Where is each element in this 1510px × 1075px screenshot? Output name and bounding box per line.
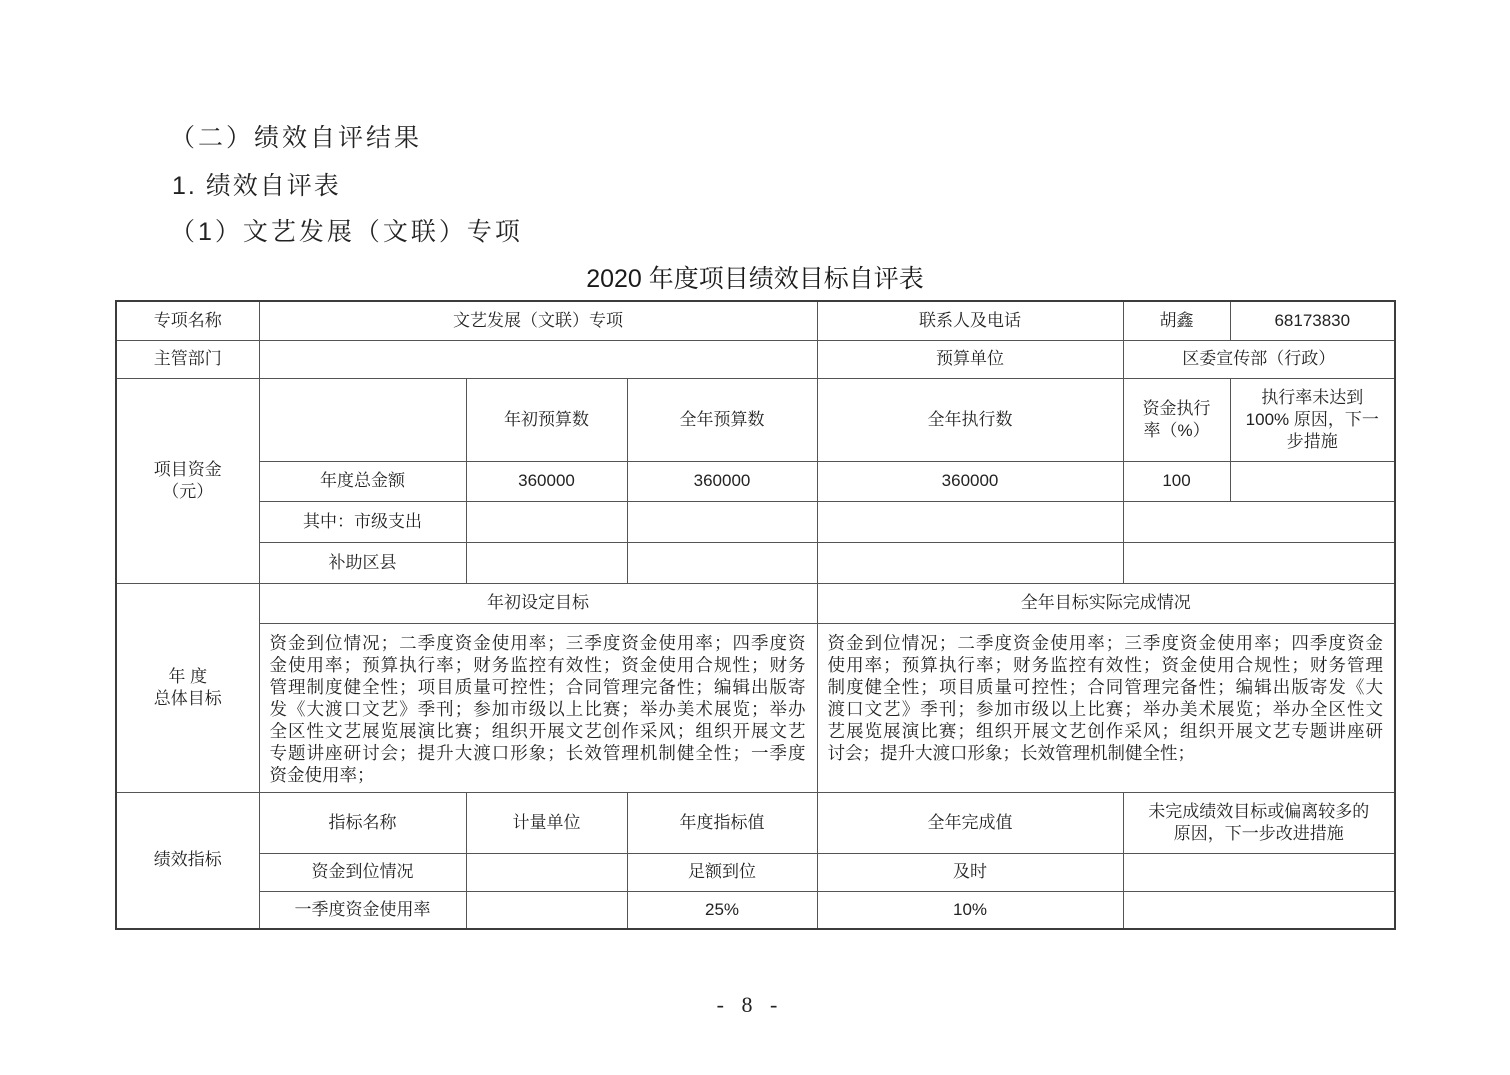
overall-goal-header-row — [116, 583, 1395, 623]
funds-header-execution-rate: 资金执行 率（%） — [1123, 378, 1230, 461]
department-label: 主管部门 — [116, 340, 259, 378]
funds-row-label: 其中：市级支出 — [259, 501, 466, 542]
table-row-department — [116, 340, 1395, 378]
indicator-target: 足额到位 — [627, 853, 817, 891]
indicators-header-row — [116, 792, 1395, 853]
funds-header-annual-budget: 全年预算数 — [627, 378, 817, 461]
overall-goal-initial-header: 年初设定目标 — [259, 583, 817, 623]
funds-row — [116, 461, 1395, 501]
funds-initial-budget — [466, 542, 627, 583]
funds-header-corner — [259, 378, 466, 461]
indicator-name: 一季度资金使用率 — [259, 891, 466, 929]
indicator-reason — [1123, 853, 1395, 891]
text-line: 使用率；预算执行率；财务监控有效性；资金使用合规性；财务管理 — [827, 654, 1384, 675]
contact-label: 联系人及电话 — [817, 301, 1123, 340]
indicators-header-reason: 未完成绩效目标或偏离较多的 原因，下一步改进措施 — [1123, 792, 1395, 853]
funds-row-label: 补助区县 — [259, 542, 466, 583]
indicator-reason — [1123, 891, 1395, 929]
funds-initial-budget: 360000 — [466, 461, 627, 501]
funds-executed: 360000 — [817, 461, 1123, 501]
indicators-header-actual: 全年完成值 — [817, 792, 1123, 853]
text-line: 制度健全性；项目质量可控性；合同管理完备性；编辑出版寄发《大 — [827, 676, 1384, 697]
indicator-target: 25% — [627, 891, 817, 929]
indicator-row — [116, 853, 1395, 891]
subsection-heading: 1. 绩效自评表 — [172, 172, 341, 200]
text-line: 专题讲座研讨会；提升大渡口形象；长效管理机制健全性；一季度 — [269, 742, 806, 763]
text-line: 全区性文艺展览展演比赛；组织开展文艺创作采风；组织开展文艺 — [269, 720, 806, 741]
funds-header-initial-budget: 年初预算数 — [466, 378, 627, 461]
text-line: 艺展览展演比赛；组织开展文艺创作采风；组织开展文艺专题讲座研 — [827, 720, 1384, 741]
text-line: 讨会；提升大渡口形象；长效管理机制健全性； — [827, 742, 1196, 763]
overall-goal-initial-text — [259, 623, 817, 792]
project-name-value: 文艺发展（文联）专项 — [259, 301, 817, 340]
funds-row-label: 年度总金额 — [259, 461, 466, 501]
funds-execution-rate — [1123, 542, 1395, 583]
budget-unit-label: 预算单位 — [817, 340, 1123, 378]
overall-goal-text-row — [116, 623, 1395, 792]
indicator-row — [116, 891, 1395, 929]
funds-section-label: 项目资金 （元） — [116, 378, 259, 583]
text-line: 管理制度健全性；项目质量可控性；合同管理完备性；编辑出版寄 — [269, 676, 806, 697]
indicators-label: 绩效指标 — [116, 792, 259, 929]
table-row-project — [116, 301, 1395, 340]
performance-evaluation-table — [115, 300, 1396, 930]
indicator-unit — [466, 853, 627, 891]
overall-goal-actual-text — [817, 623, 1395, 792]
item-heading: （1）文艺发展（文联）专项 — [170, 218, 523, 246]
indicators-header-unit: 计量单位 — [466, 792, 627, 853]
funds-annual-budget: 360000 — [627, 461, 817, 501]
table-title: 2020 年度项目绩效目标自评表 — [586, 265, 924, 293]
funds-execution-rate — [1123, 501, 1395, 542]
funds-header-executed: 全年执行数 — [817, 378, 1123, 461]
funds-annual-budget — [627, 501, 817, 542]
text-line: 发《大渡口文艺》季刊；参加市级以上比赛；举办美术展览；举办 — [269, 698, 806, 719]
indicators-header-target: 年度指标值 — [627, 792, 817, 853]
contact-name: 胡鑫 — [1123, 301, 1230, 340]
text-line: 渡口文艺》季刊；参加市级以上比赛；举办美术展览；举办全区性文 — [827, 698, 1384, 719]
funds-executed — [817, 501, 1123, 542]
text-line: 金使用率；预算执行率；财务监控有效性；资金使用合规性；财务 — [269, 654, 806, 675]
text-line: 资金到位情况；二季度资金使用率；三季度资金使用率；四季度资 — [269, 632, 806, 653]
funds-row — [116, 501, 1395, 542]
project-name-label: 专项名称 — [116, 301, 259, 340]
overall-goal-label: 年 度 总体目标 — [116, 583, 259, 792]
funds-executed — [817, 542, 1123, 583]
budget-unit-value: 区委宣传部（行政） — [1123, 340, 1395, 378]
funds-header-reason: 执行率未达到 100% 原因，下一 步措施 — [1230, 378, 1395, 461]
funds-header-row — [116, 378, 1395, 461]
funds-row — [116, 542, 1395, 583]
indicator-actual: 10% — [817, 891, 1123, 929]
funds-execution-rate: 100 — [1123, 461, 1230, 501]
indicator-unit — [466, 891, 627, 929]
indicators-header-name: 指标名称 — [259, 792, 466, 853]
indicator-name: 资金到位情况 — [259, 853, 466, 891]
contact-phone: 68173830 — [1230, 301, 1395, 340]
section-heading: （二）绩效自评结果 — [170, 124, 423, 152]
overall-goal-actual-header: 全年目标实际完成情况 — [817, 583, 1395, 623]
text-line: 资金使用率； — [269, 764, 375, 785]
text-line: 资金到位情况；二季度资金使用率；三季度资金使用率；四季度资金 — [827, 632, 1384, 653]
funds-reason — [1230, 461, 1395, 501]
indicator-actual: 及时 — [817, 853, 1123, 891]
funds-initial-budget — [466, 501, 627, 542]
page-number: - 8 - — [716, 992, 784, 1017]
funds-annual-budget — [627, 542, 817, 583]
department-value — [259, 340, 817, 378]
